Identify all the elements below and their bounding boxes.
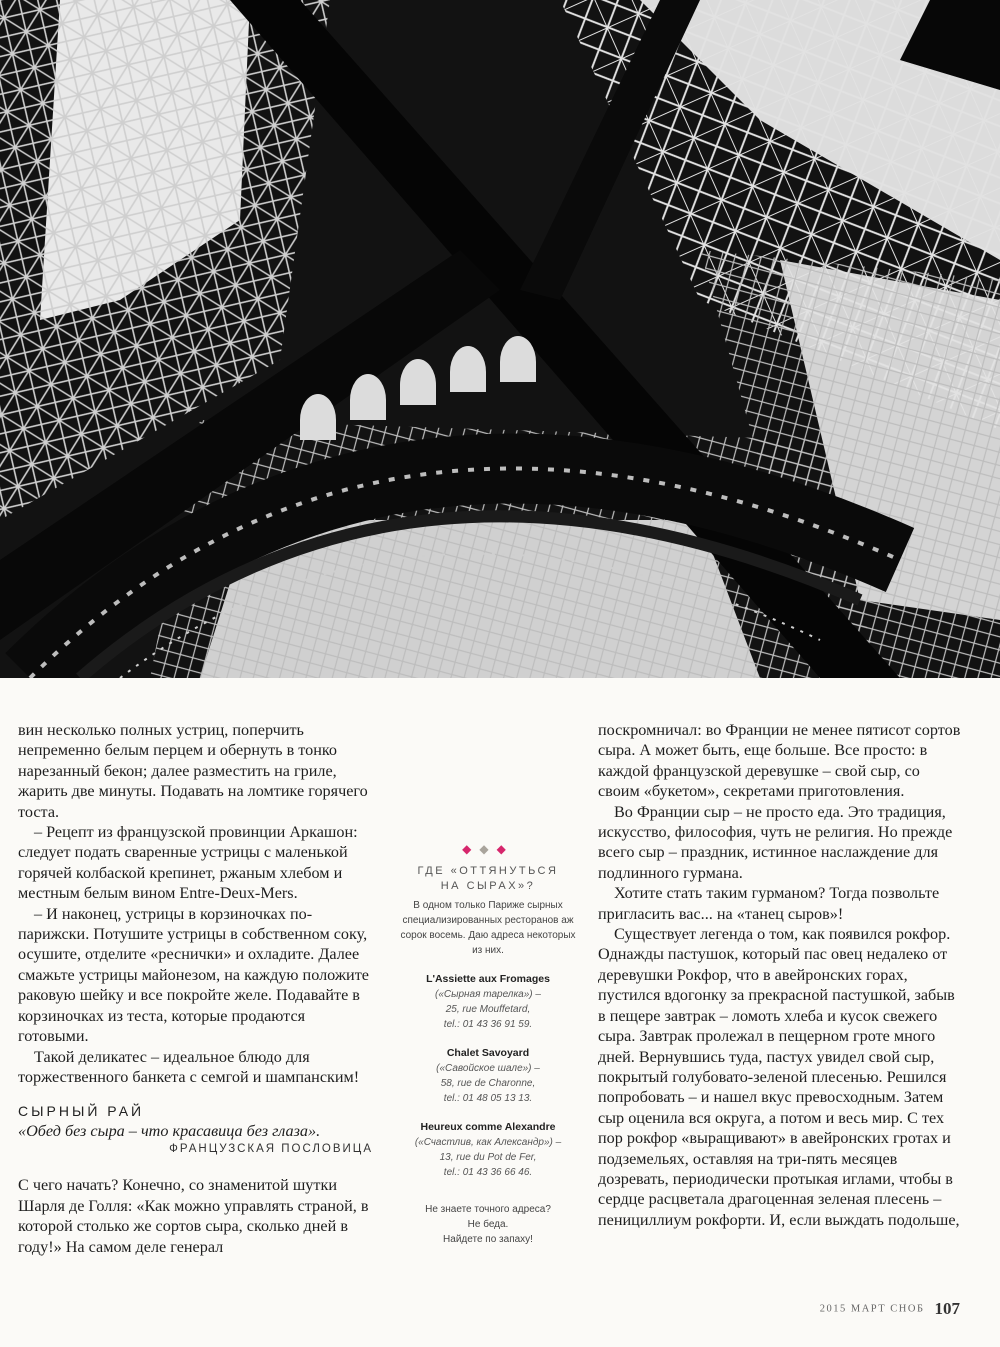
sidebar-heading	[398, 864, 578, 894]
sidebar-footer-line: Не знаете точного адреса?	[425, 1204, 551, 1215]
body-paragraph: С чего начать? Конечно, со знаменитой шутки Шарля де Голля: «Как можно управлять страной, в которой столько же сортов сыра, сколько дней в году!» На самом деле генерал	[18, 1176, 369, 1256]
right-column	[598, 720, 963, 1230]
venue-name: Heureux comme Alexandre	[420, 1121, 556, 1133]
body-paragraph: Существует легенда о том, как появился рокфор. Однажды пастушок, который пас овец недалеко от деревушки Рокфор, что в авейронских горах, пустился вдогонку за прекрасной пастушкой, забыв в пещере завтрак – ломоть хлеба и кусок свежего сыра. Завтрак пролежал в пещерном гроте много дней. Вернувшись туда, пастух увидел свой сыр, покрытый голубовато-зеленой плесенью. Решился попробовать – и нашел вкус превосходным. Затем сыр оценила вся округа, а потом и весь мир. С тех пор рокфор «выращивают» в авейронских гротах и подземельях, оставляя на три-пять месяцев дозревать, периодически протыкая иглами, чтобы в сердце расцветала драгоценная зеленая плесень – пенициллиум рокфорти. И, если выждать подольше,	[598, 925, 960, 1229]
body-paragraph: – И наконец, устрицы в корзиночках по-парижски. Потушите устрицы в собственном соку, осушите, отделите «реснички» и охладите. Далее смажьте устрицы майонезом, на каждую положите раковую шейку и все покройте желе. Подавайте в корзиночках из теста, которые продаются готовыми.	[18, 904, 369, 1046]
diamond-icon: ◆	[479, 842, 497, 856]
sidebar-footer-line: Найдете по запаху!	[443, 1234, 533, 1245]
body-paragraph: Хотите стать таким гурманом? Тогда позвольте пригласить вас... на «танец сыров»!	[598, 884, 940, 923]
body-paragraph: поскромничал: во Франции не менее пятисот сортов сыра. А может быть, еще больше. Все просто: в каждой французской деревушке – свой сыр, со своим «букетом», секретами приготовления.	[598, 721, 961, 801]
sidebar-heading-line: ГДЕ «ОТТЯНУТЬСЯ	[417, 865, 559, 877]
venue-address: 25, rue Mouffetard,	[445, 1004, 531, 1015]
body-paragraph: Во Франции сыр – не просто еда. Это традиция, искусство, философия, чуть не религия. Но прежде всего сыр – праздник, истинное наслаждение для подлинного гурмана.	[598, 802, 953, 882]
epigraph-attribution: ФРАНЦУЗСКАЯ ПОСЛОВИЦА	[169, 1143, 373, 1156]
venue-address: 13, rue du Pot de Fer,	[439, 1152, 537, 1163]
page-footer	[820, 1299, 960, 1319]
sidebar-footer-line: Не беда.	[467, 1219, 509, 1230]
body-paragraph: Такой деликатес – идеальное блюдо для торжественного банкета с семгой и шампанским!	[18, 1047, 360, 1086]
venue-entry	[398, 1120, 578, 1180]
section-title: СЫРНЫЙ РАЙ	[18, 1103, 145, 1120]
venue-phone: tel.: 01 43 36 91 59.	[443, 1019, 533, 1030]
venue-address: 58, rue de Charonne,	[440, 1078, 536, 1089]
diamond-icon: ◆	[462, 842, 480, 856]
sidebar-box	[398, 720, 578, 1247]
sidebar-intro: В одном только Париже сырных специализированных ресторанов аж сорок восемь. Даю адреса некоторых из них.	[400, 900, 576, 956]
sidebar-heading-line: НА СЫРАХ»?	[440, 880, 536, 892]
venue-name: Chalet Savoyard	[446, 1047, 530, 1059]
venue-translation: («Сырная тарелка») –	[435, 989, 541, 1000]
diamond-icon: ◆	[496, 842, 514, 856]
venue-phone: tel.: 01 48 05 13 13.	[443, 1093, 533, 1104]
venue-translation: («Счастлив, как Александр») –	[414, 1137, 562, 1148]
venue-entry	[398, 1046, 578, 1106]
venue-entry	[398, 972, 578, 1032]
left-column	[18, 720, 373, 1257]
issue-info: 2015 МАРТ СНОБ	[819, 1303, 925, 1315]
venue-translation: («Савойское шале») –	[436, 1063, 540, 1074]
body-paragraph: вин несколько полных устриц, поперчить непременно белым перцем и обернуть в тонко нарезанный бекон; далее разместить на гриле, жарить две минуты. Подавать на ломтике горячего тоста.	[18, 721, 368, 821]
sidebar-footer	[398, 1202, 578, 1247]
venue-phone: tel.: 01 43 36 66 46.	[443, 1167, 533, 1178]
venue-name: L'Assiette aux Fromages	[426, 973, 550, 985]
epigraph-quote: «Обед без сыра – что красавица без глаза».	[18, 1122, 321, 1141]
body-paragraph: – Рецепт из французской провинции Аркашон: следует подать сваренные устрицы с маленькой горячей колбаской крепинет, ржаным хлебом и местным белым вином Entre-Deux-Mers.	[18, 823, 358, 903]
page-number: 107	[934, 1299, 960, 1318]
diamond-ornament	[398, 842, 578, 856]
